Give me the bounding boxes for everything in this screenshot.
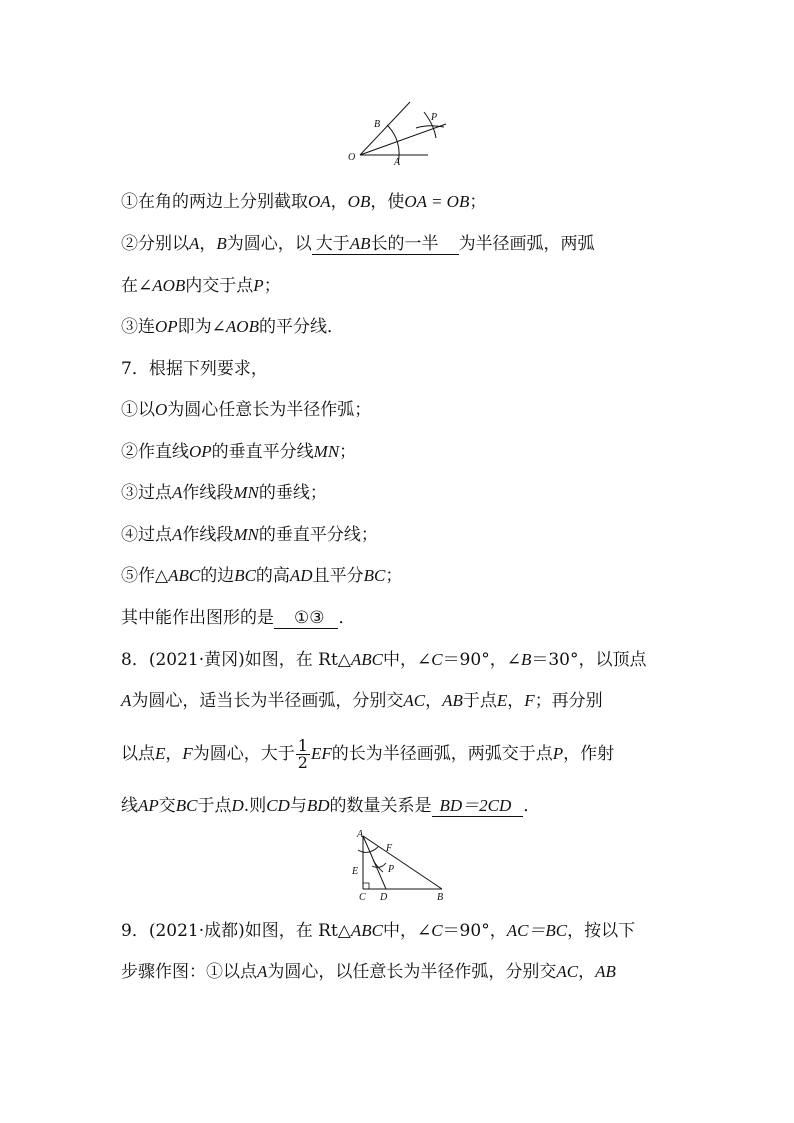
q7-item-5: ⑤作△ABC的边BC的高AD且平分BC； <box>121 566 403 586</box>
q8-line-3: 以点E，F为圆心，大于 $\frac{1}{2}$ EF的长为半径画弧，两弧交于点P，作射 <box>121 736 615 772</box>
q7-item-4: ④过点A作线段MN的垂直平分线； <box>121 525 378 545</box>
label-c: C <box>359 892 366 903</box>
label-a: A <box>357 829 364 840</box>
q8-line-2: A为圆心，适当长为半径画弧，分别交AC，AB于点E，F；再分别 <box>121 691 603 711</box>
label-p: P <box>388 864 395 875</box>
q8-line-4: 线AP交BC于点D.则CD与BD的数量关系是 BD＝2CD ． <box>121 796 541 816</box>
angle-bisector-figure <box>340 100 450 168</box>
label-d: D <box>380 892 388 903</box>
answer-blank-radius: 大于AB长的一半 <box>312 234 459 255</box>
q8-answer-blank: BD＝2CD <box>432 796 524 817</box>
fraction-one-half: $\frac{1}{2}$ <box>297 736 308 772</box>
label-f: F <box>386 843 393 854</box>
q7-item-3: ③过点A作线段MN的垂线； <box>121 483 327 503</box>
q7-answer-blank: ①③ <box>274 608 338 629</box>
right-angle-mark <box>363 883 369 889</box>
label-p: P <box>431 112 438 123</box>
step-1-line: ①在角的两边上分别截取OA，OB，使OA = OB； <box>121 192 487 212</box>
step-3-line: ③连OP即为∠AOB的平分线． <box>121 317 344 337</box>
label-o: O <box>348 152 356 163</box>
q7-item-1: ①以O为圆心任意长为半径作弧； <box>121 400 372 420</box>
q7-answer-line: 其中能作出图形的是 ①③ ． <box>121 608 356 628</box>
step-2-line-b: 在∠AOB内交于点P； <box>121 276 281 296</box>
step-2-line-a: ②分别以A，B为圆心，以 大于AB长的一半 为半径画弧，两弧 <box>121 234 595 254</box>
ray-ob <box>360 102 410 155</box>
arc-from-e <box>372 863 386 867</box>
q9-line-1: 9．(2021·成都)如图，在 Rt△ABC中，∠C＝90°，AC＝BC，按以下 <box>121 921 636 941</box>
right-triangle-figure <box>346 826 452 906</box>
label-a: A <box>394 157 401 168</box>
label-b: B <box>437 892 444 903</box>
q8-line-1: 8．(2021·黄冈)如图，在 Rt△ABC中，∠C＝90°，∠B＝30°，以顶点 <box>121 650 647 670</box>
q7-item-2: ②作直线OP的垂直平分线MN； <box>121 442 357 462</box>
q7-head: 7．根据下列要求， <box>121 359 268 379</box>
arc-from-b <box>416 126 444 128</box>
label-e: E <box>352 866 359 877</box>
label-b: B <box>374 119 381 130</box>
q9-line-2: 步骤作图：①以点A为圆心，以任意长为半径作弧，分别交AC，AB <box>121 962 616 982</box>
